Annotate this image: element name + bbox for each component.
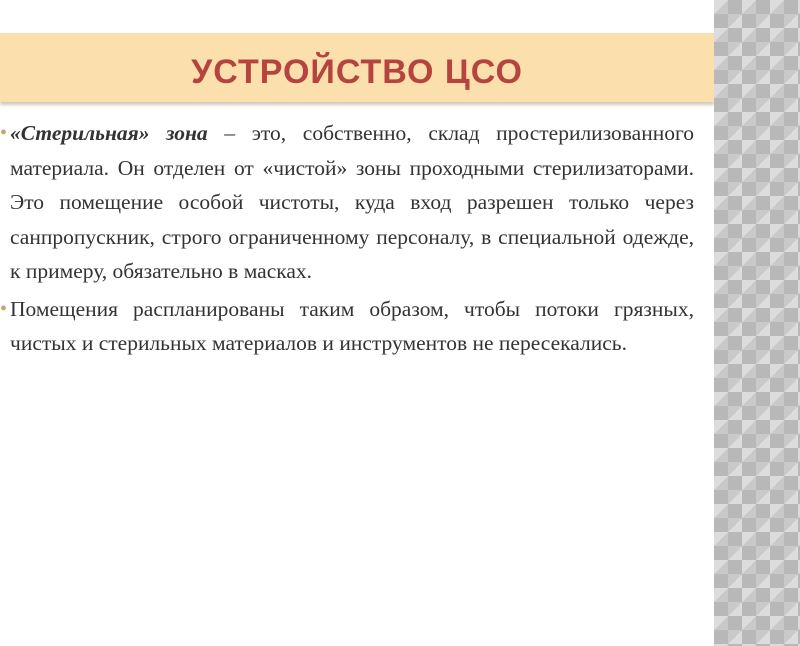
paragraph-sterile-zone bbox=[0, 116, 695, 289]
bullet-icon: • bbox=[0, 297, 8, 320]
decorative-side-panel bbox=[714, 0, 800, 646]
paragraph-sterile-zone-text: – это, собственно, склад простерилизованного материала. Он отделен от «чистой» зоны проходными стерилизаторами. Это помещение особой чистоты, куда вход разрешен только через санпропускник, строго ограниченному персоналу, в специальной одежде, к примеру, обязательно в масках. bbox=[10, 121, 695, 283]
term-sterile-zone: «Стерильная» зона bbox=[10, 121, 208, 145]
paragraph-room-layout bbox=[0, 292, 694, 361]
paragraph-room-layout-text: Помещения распланированы таким образом, чтобы потоки грязных, чистых и стерильных материалов и инструментов не пересекались. bbox=[10, 296, 694, 355]
title-bar bbox=[0, 33, 714, 102]
bullet-icon: • bbox=[0, 122, 8, 144]
slide-content bbox=[0, 116, 695, 364]
slide-title: УСТРОЙСТВО ЦСО bbox=[191, 53, 523, 91]
